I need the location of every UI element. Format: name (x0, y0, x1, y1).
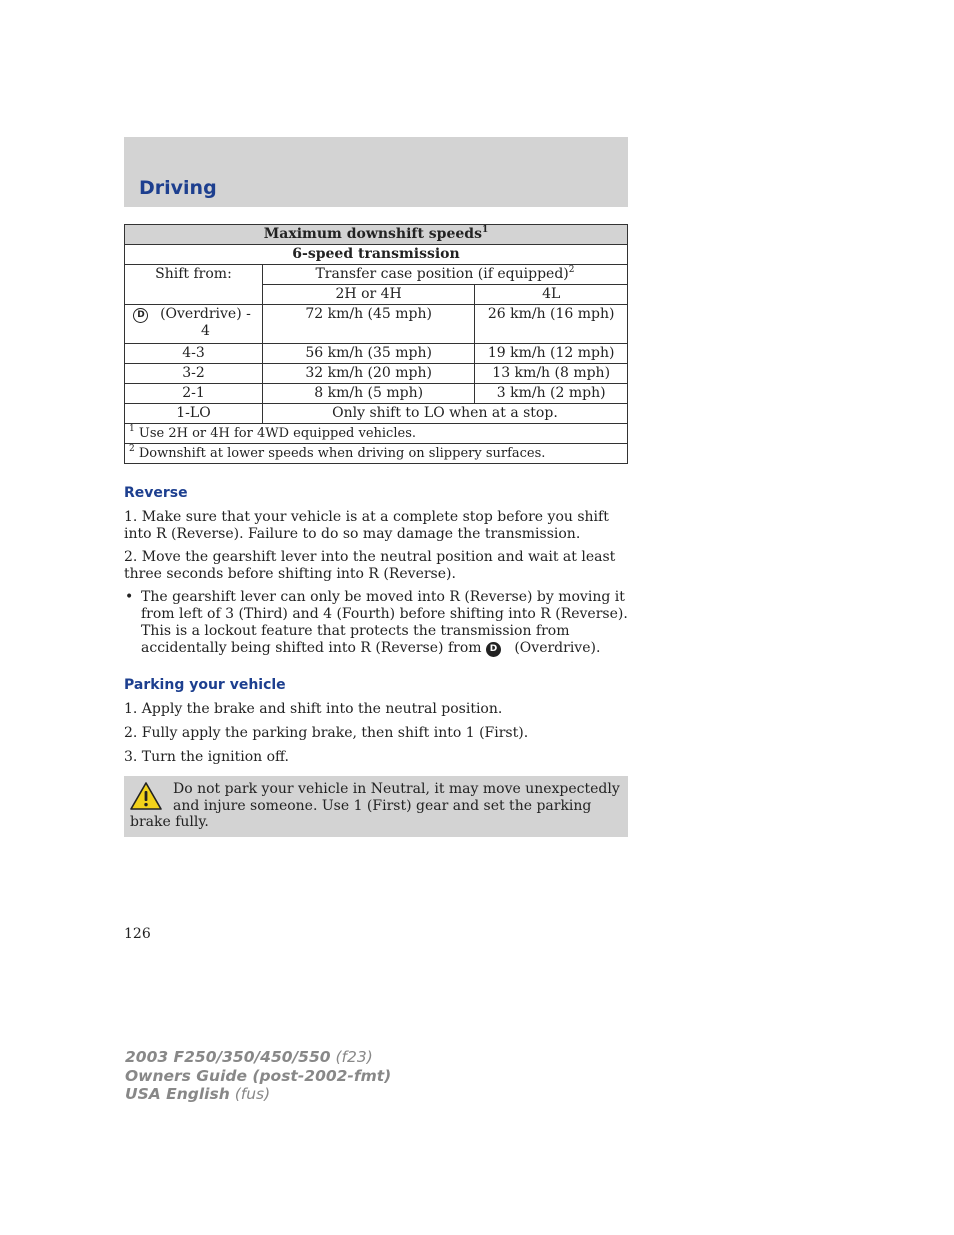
document-footer: 2003 F250/350/450/550 (f23) Owners Guide (post-2002-fmt) USA English (fus) (125, 1048, 392, 1103)
warning-text: Do not park your vehicle in Neutral, it may move unexpectedly and injure someone. Use 1 (First) gear and set the parking brake fully. (130, 781, 620, 830)
table-footnote-2: $^2$ Downshift at lower speeds when driving on slippery surfaces. (125, 444, 628, 464)
table-subtitle: 6-speed transmission (125, 245, 628, 265)
table-footnote-1: $^1$ Use 2H or 4H for 4WD equipped vehicles. (125, 424, 628, 444)
reverse-step-2: 2. Move the gearshift lever into the neutral position and wait at least three seconds before shifting into R (Reverse). (124, 549, 616, 582)
table-row (125, 364, 628, 384)
transfer-case-header: Transfer case position (if equipped)$^2$ (262, 265, 627, 285)
parking-step-3: 3. Turn the ignition off. (124, 749, 289, 765)
table-row (125, 305, 628, 344)
overdrive-icon: D (133, 308, 148, 323)
speed-2h4h-cell: 56 km/h (35 mph) (262, 344, 474, 364)
bullet-dot: • (125, 589, 134, 605)
col-header-4l: 4L (475, 285, 628, 305)
warning-text-block (130, 781, 622, 831)
shift-from-header: Shift from: (125, 265, 263, 305)
speed-2h4h-cell: 32 km/h (20 mph) (262, 364, 474, 384)
reverse-heading: Reverse (124, 485, 188, 501)
shift-from-cell: 2-1 (125, 384, 263, 404)
speed-2h4h-cell: 72 km/h (45 mph) (262, 305, 474, 344)
overdrive-icon: D (486, 642, 501, 657)
section-header-band (124, 137, 628, 207)
table-row (125, 384, 628, 404)
shift-from-cell: 4-3 (125, 344, 263, 364)
speed-4l-cell: 19 km/h (12 mph) (475, 344, 628, 364)
speed-4l-cell: 3 km/h (2 mph) (475, 384, 628, 404)
table-title: Maximum downshift speeds$^1$ (125, 225, 628, 245)
col-header-2h4h: 2H or 4H (262, 285, 474, 305)
parking-step-2: 2. Fully apply the parking brake, then shift into 1 (First). (124, 725, 529, 741)
table-row (125, 344, 628, 364)
shift-from-cell: 1-LO (125, 404, 263, 424)
reverse-bullet (124, 589, 630, 657)
shift-from-cell: 3-2 (125, 364, 263, 384)
reverse-bullet-text: The gearshift lever can only be moved into R (Reverse) by moving it from left of 3 (Third) and 4 (Fourth) before shifting into R (Reverse). This is a lockout feature that protects the transmission from accidentally being shifted into R (Reverse) from D (Overdrive). (141, 589, 628, 656)
downshift-speeds-table (124, 224, 628, 464)
speed-4l-cell: 26 km/h (16 mph) (475, 305, 628, 344)
reverse-step-1: 1. Make sure that your vehicle is at a complete stop before you shift into R (Reverse). Failure to do so may damage the transmission. (124, 509, 609, 542)
parking-step-1: 1. Apply the brake and shift into the neutral position. (124, 701, 503, 717)
shift-from-cell: D (Overdrive) - 4 (125, 305, 263, 344)
lo-note-cell: Only shift to LO when at a stop. (262, 404, 627, 424)
speed-4l-cell: 13 km/h (8 mph) (475, 364, 628, 384)
warning-box (124, 776, 628, 837)
speed-2h4h-cell: 8 km/h (5 mph) (262, 384, 474, 404)
table-row (125, 404, 628, 424)
parking-heading: Parking your vehicle (124, 677, 286, 693)
section-title: Driving (139, 177, 217, 199)
page-number: 126 (124, 926, 151, 942)
